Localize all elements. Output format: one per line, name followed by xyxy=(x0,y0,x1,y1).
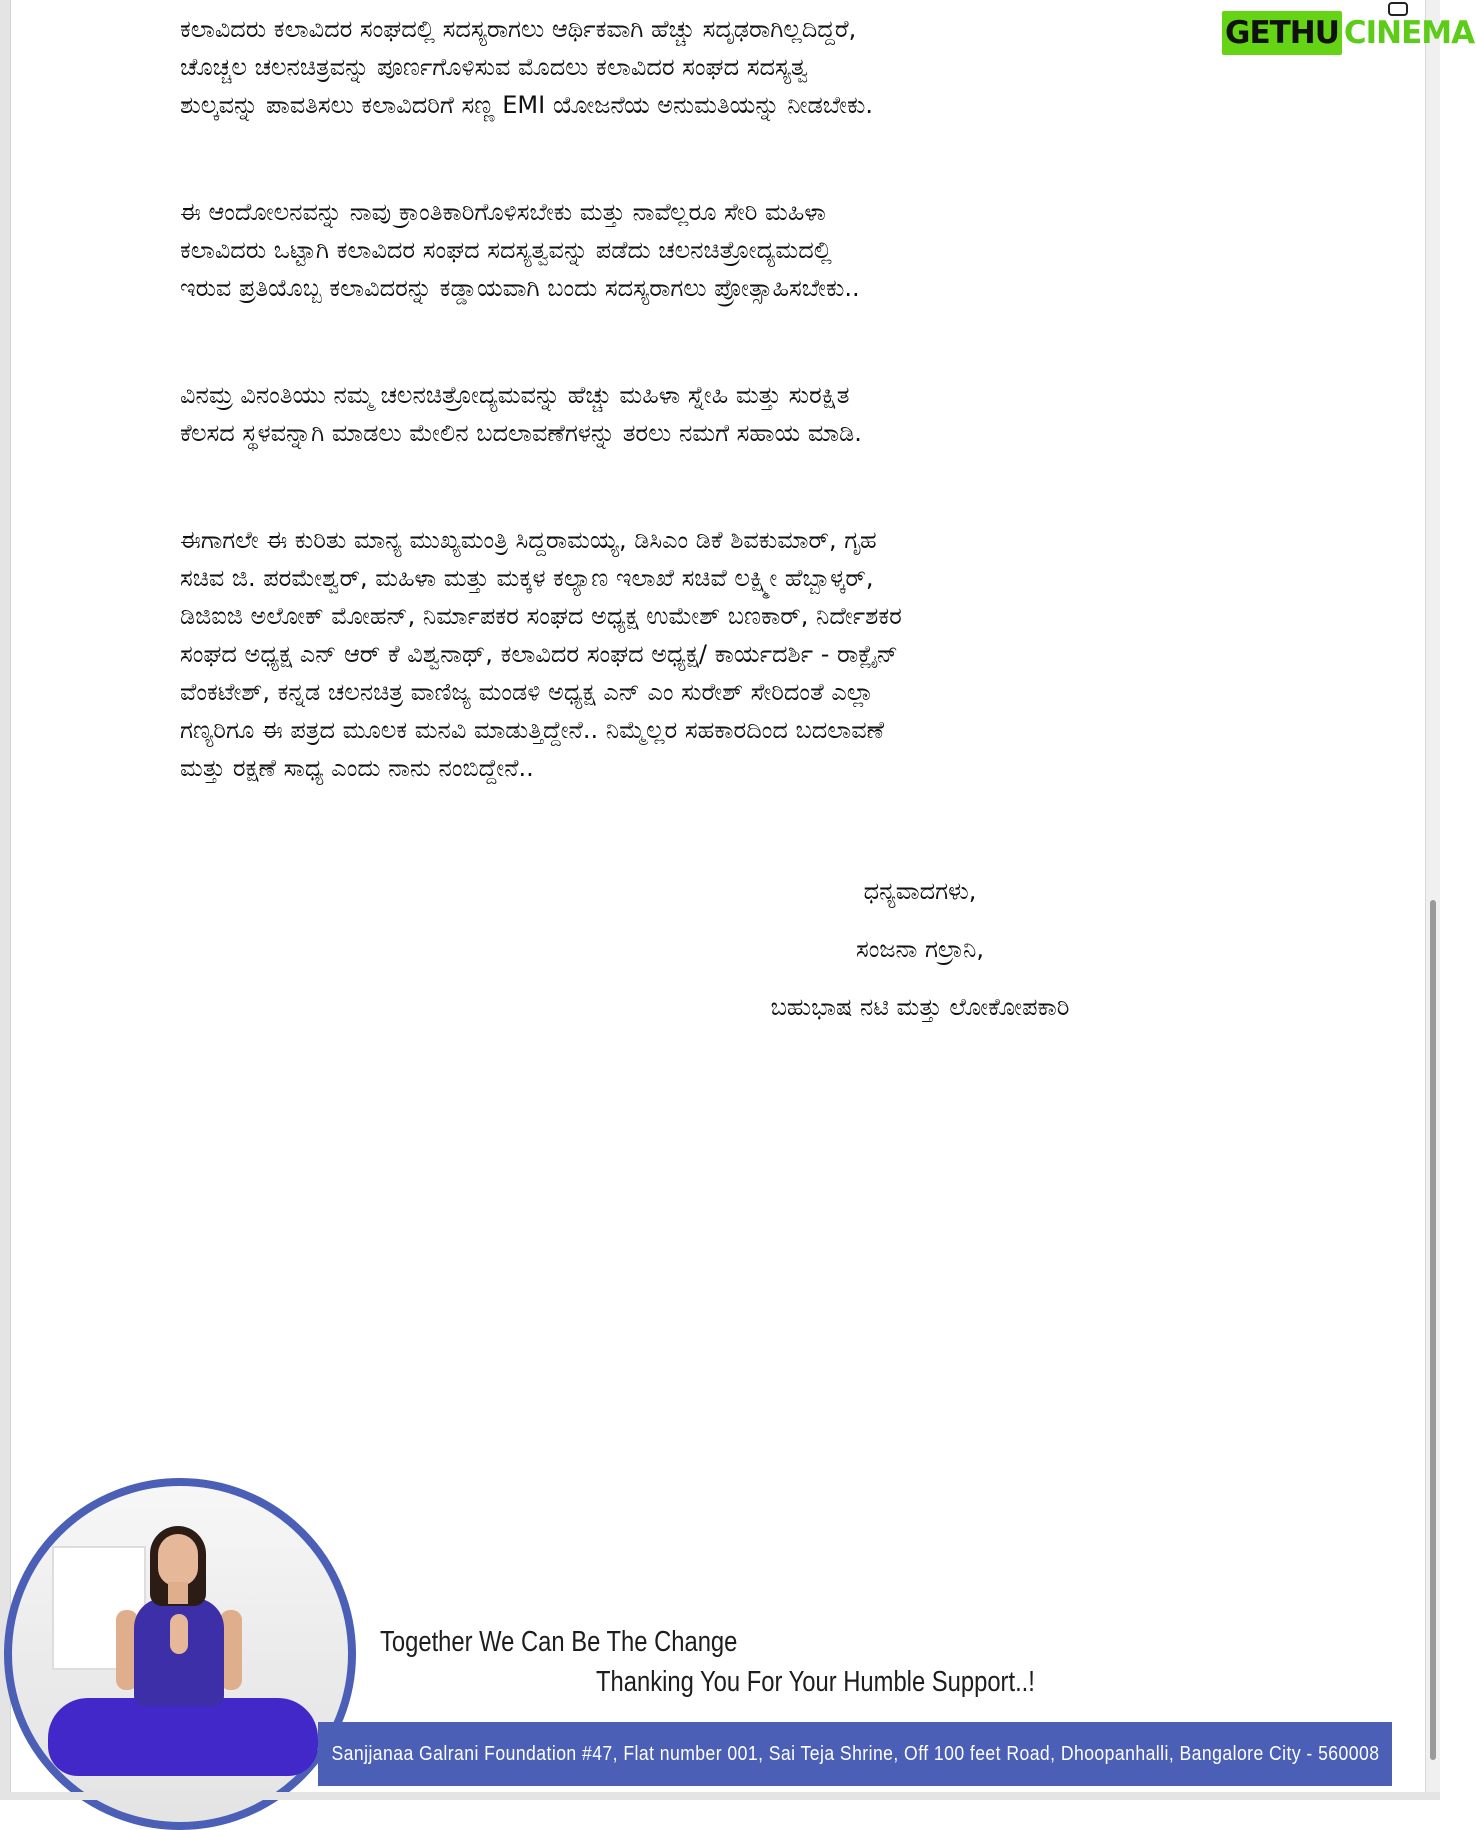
closing-thanks: ಧನ್ಯವಾದಗಳು, xyxy=(863,877,977,905)
letter-paragraph: ಕಲಾವಿದರು ಕಲಾವಿದರ ಸಂಘದಲ್ಲಿ ಸದಸ್ಯರಾಗಲು ಆರ್ಥಿಕವಾಗಿ ಹೆಚ್ಚು ಸದೃಢರಾಗಿಲ್ಲದಿದ್ದರೆ, ಚೊಚ್ಚಲ ಚಲನಚಿತ್ರವನ್ನು ಪೂರ್ಣಗೊಳಿಸುವ ಮೊದಲು ಕಲಾವಿದರ ಸಂಘದ ಸದಸ್ಯತ್ವ ಶುಲ್ಕವನ್ನು ಪಾವತಿಸಲು ಕಲಾವಿದರಿಗೆ ಸಣ್ಣ EMI ಯೋಜನೆಯ ಅನುಮತಿಯನ್ನು ನೀಡಬೇಕು. xyxy=(180,15,874,119)
photo-person-hands xyxy=(170,1614,188,1654)
letter-closing xyxy=(630,872,1210,1046)
footer-tagline-1: Together We Can Be The Change xyxy=(380,1626,738,1658)
photo-person-neck xyxy=(168,1582,188,1604)
letter-paragraph: ಈಗಾಗಲೇ ಈ ಕುರಿತು ಮಾನ್ಯ ಮುಖ್ಯಮಂತ್ರಿ ಸಿದ್ದರಾಮಯ್ಯ, ಡಿಸಿಎಂ ಡಿಕೆ ಶಿವಕುಮಾರ್, ಗೃಹ ಸಚಿವ ಜಿ. ಪರಮೇಶ್ವರ್, ಮಹಿಳಾ ಮತ್ತು ಮಕ್ಕಳ ಕಲ್ಯಾಣ ಇಲಾಖೆ ಸಚಿವೆ ಲಕ್ಷ್ಮೀ ಹೆಬ್ಬಾಳ್ಕರ್, ಡಿಜಿಐಜಿ ಅಲೋಕ್ ಮೋಹನ್, ನಿರ್ಮಾಪಕರ ಸಂಘದ ಅಧ್ಯಕ್ಷ ಉಮೇಶ್ ಬಣಕಾರ್, ನಿರ್ದೇಶಕರ ಸಂಘದ ಅಧ್ಯಕ್ಷ ಎನ್ ಆರ್ ಕೆ ವಿಶ್ವನಾಥ್, ಕಲಾವಿದರ ಸಂಘದ ಅಧ್ಯಕ್ಷ/ ಕಾರ್ಯದರ್ಶಿ - ರಾಕ್ಲೈನ್ ವೆಂಕಟೇಶ್, ಕನ್ನಡ ಚಲನಚಿತ್ರ ವಾಣಿಜ್ಯ ಮಂಡಳಿ ಅಧ್ಯಕ್ಷ ಎನ್ ಎಂ ಸುರೇಶ್ ಸೇರಿದಂತೆ ಎಲ್ಲಾ ಗಣ್ಯರಿಗೂ ಈ ಪತ್ರದ ಮೂಲಕ ಮನವಿ ಮಾಡುತ್ತಿದ್ದೇನೆ.. ನಿಮ್ಮೆಲ್ಲರ ಸಹಕಾರದಿಂದ ಬದಲಾವಣೆ ಮತ್ತು ರಕ್ಷಣೆ ಸಾಧ್ಯ ಎಂದು ನಾನು ನಂಬಿದ್ದೇನೆ.. xyxy=(180,526,902,782)
letter-paragraph: ವಿನಮ್ರ ವಿನಂತಿಯು ನಮ್ಮ ಚಲನಚಿತ್ರೋದ್ಯಮವನ್ನು ಹೆಚ್ಚು ಮಹಿಳಾ ಸ್ನೇಹಿ ಮತ್ತು ಸುರಕ್ಷಿತ ಕೆಲಸದ ಸ್ಥಳವನ್ನಾಗಿ ಮಾಡಲು ಮೇಲಿನ ಬದಲಾವಣೆಗಳನ್ನು ತರಲು ನಮಗೆ ಸಹಾಯ ಮಾಡಿ. xyxy=(180,381,862,447)
footer-banner xyxy=(0,1470,1426,1792)
photo-person-face xyxy=(158,1534,198,1586)
watermark-part-1: GETHU xyxy=(1222,11,1342,55)
signer-title: ಬಹುಭಾಷ ನಟಿ ಮತ್ತು ಲೋಕೋಪಕಾರಿ xyxy=(770,993,1070,1021)
photo-person-legs xyxy=(48,1698,318,1776)
foundation-address: Sanjjanaa Galrani Foundation #47, Flat number 001, Sai Teja Shrine, Off 100 feet Road, Dhoopanhalli, Bangalore City - 560008 xyxy=(331,1742,1379,1765)
page-bottom-edge xyxy=(0,1792,1440,1800)
footer-address-bar xyxy=(318,1722,1392,1786)
footer-tagline-2: Thanking You For Your Humble Support..! xyxy=(596,1666,1035,1698)
camera-icon xyxy=(1388,2,1408,16)
vertical-scrollbar[interactable] xyxy=(1425,0,1440,1800)
founder-photo xyxy=(4,1478,356,1830)
signer-name: ಸಂಜನಾ ಗಲ್ರಾನಿ, xyxy=(856,935,984,963)
scrollbar-thumb[interactable] xyxy=(1430,900,1436,1760)
letter-body xyxy=(180,10,1240,856)
watermark-part-2: CINEMA xyxy=(1343,15,1475,51)
watermark-logo xyxy=(1222,8,1475,58)
letter-paragraph: ಈ ಆಂದೋಲನವನ್ನು ನಾವು ಕ್ರಾಂತಿಕಾರಿಗೊಳಿಸಬೇಕು ಮತ್ತು ನಾವೆಲ್ಲರೂ ಸೇರಿ ಮಹಿಳಾ ಕಲಾವಿದರು ಒಟ್ಟಾಗಿ ಕಲಾವಿದರ ಸಂಘದ ಸದಸ್ಯತ್ವವನ್ನು ಪಡೆದು ಚಲನಚಿತ್ರೋದ್ಯಮದಲ್ಲಿ ಇರುವ ಪ್ರತಿಯೊಬ್ಬ ಕಲಾವಿದರನ್ನು ಕಡ್ಡಾಯವಾಗಿ ಬಂದು ಸದಸ್ಯರಾಗಲು ಪ್ರೋತ್ಸಾಹಿಸಬೇಕು.. xyxy=(180,198,860,302)
